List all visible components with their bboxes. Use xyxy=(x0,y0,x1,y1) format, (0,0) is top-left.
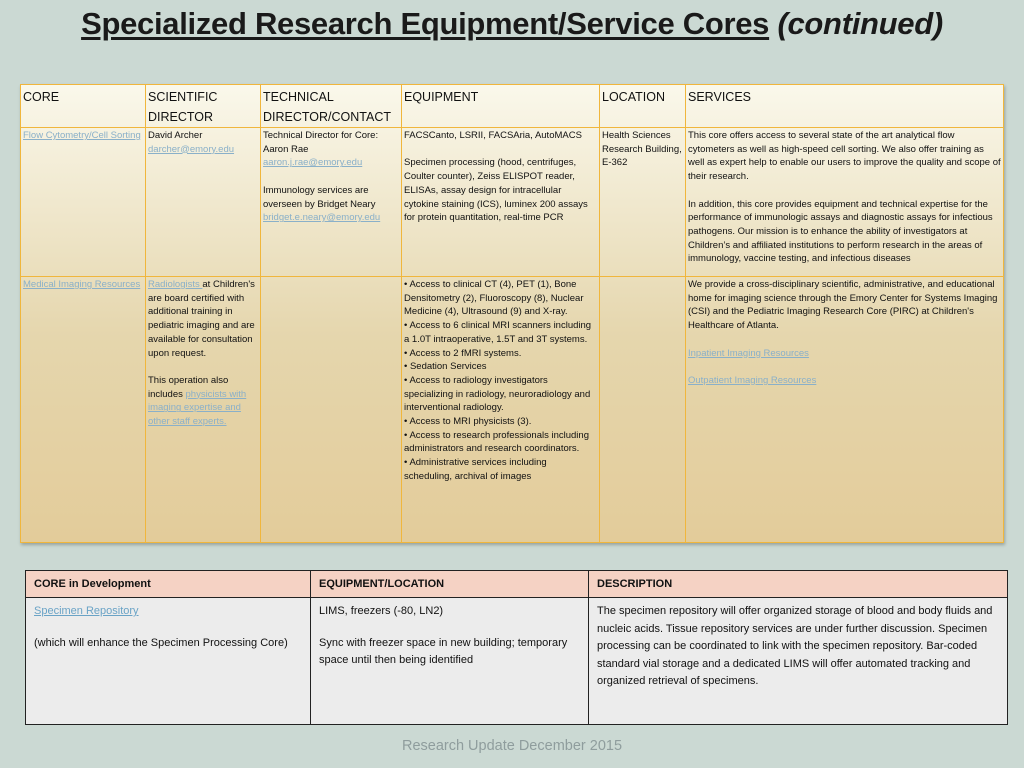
col-core: CORE xyxy=(21,85,146,128)
col-technical-director: TECHNICAL DIRECTOR/CONTACT xyxy=(261,85,402,128)
inpatient-imaging-link[interactable]: Inpatient Imaging Resources xyxy=(688,347,809,359)
equipment-dev-cell xyxy=(311,598,589,725)
tech-role: Technical Director for Core: xyxy=(263,130,379,141)
equipment-item: • Access to clinical CT (4), PET (1), Bone Densitometry (2), Fluoroscopy (8), Nuclear Medicine (4), Ultrasound (9) and X-ray. xyxy=(404,279,584,318)
services-cell xyxy=(686,128,1004,277)
col-scientific-director: SCIENTIFIC DIRECTOR xyxy=(146,85,261,128)
col-equipment-location: EQUIPMENT/LOCATION xyxy=(311,571,589,598)
services-text: In addition, this core provides equipment and technical expertise for the performance of immunologic assays and diagnostic assays for infectious pathogens. Our mission is to enhance the ability of investigators at Children’s and affiliated institutions to perform research in the areas of immunology, vaccine testing, and infectious diseases xyxy=(688,198,993,265)
col-equipment: EQUIPMENT xyxy=(402,85,600,128)
equipment-item: • Sedation Services xyxy=(404,361,487,373)
director-cell xyxy=(146,128,261,277)
director-cell xyxy=(146,277,261,543)
header-row xyxy=(26,571,1008,598)
physicists-link[interactable]: physicists with imaging expertise and other staff experts. xyxy=(148,388,247,428)
table-row xyxy=(21,277,1004,543)
col-services: SERVICES xyxy=(686,85,1004,128)
tech-cell xyxy=(261,277,402,543)
medical-imaging-link[interactable]: Medical Imaging Resources xyxy=(23,279,141,290)
equipment-text: FACSCanto, LSRII, FACSAria, AutoMACS xyxy=(404,130,582,141)
director-text-2: This operation also includes xyxy=(148,374,229,400)
equipment-item: • Administrative services including scheduling, archival of images xyxy=(404,457,547,482)
director-text: at Children's are board certified with additional training in pediatric imaging and are available for consultation upon request. xyxy=(148,279,255,359)
tech-note: Immunology services are overseen by Bridget Neary xyxy=(263,184,376,210)
location-cell xyxy=(600,277,686,543)
director-email-link[interactable]: darcher@emory.edu xyxy=(148,143,235,155)
title-main: Specialized Research Equipment/Service Cores xyxy=(81,6,770,41)
tech-note-email-link[interactable]: bridget.e.neary@emory.edu xyxy=(263,212,381,224)
core-dev-cell xyxy=(26,598,311,725)
tech-name: Aaron Rae xyxy=(263,143,309,155)
services-text: We provide a cross-disciplinary scientific, administrative, and educational home for imaging science through the Emory Center for Systems Imaging (CSI) and the Pediatric Imaging Research Core (PIRC) at Children's Healthcare of Atlanta. xyxy=(688,279,998,332)
title-continued: (continued) xyxy=(777,6,943,41)
core-cell xyxy=(21,277,146,543)
outpatient-imaging-link[interactable]: Outpatient Imaging Resources xyxy=(688,374,817,386)
director-name: David Archer xyxy=(148,130,203,141)
description-cell: The specimen repository will offer organized storage of blood and body fluids and nucleic acids. Tissue repository services are under further discussion. Specimen processing can be coordinated to link with the specimen repository. Bar-coded standard vial storage and a dedicated LIMS will offer automated tracking and organized retrieval of specimens. xyxy=(589,598,1008,725)
equipment-item: • Access to 2 fMRI systems. xyxy=(404,347,522,359)
development-table xyxy=(25,570,1008,725)
equipment-item: • Access to 6 clinical MRI scanners including a 1.0T intraoperative, 1.5T and 3T systems. xyxy=(404,320,592,345)
specimen-repository-link[interactable]: Specimen Repository xyxy=(34,605,139,617)
header-row xyxy=(21,85,1004,128)
services-cell xyxy=(686,277,1004,543)
col-description: DESCRIPTION xyxy=(589,571,1008,598)
equipment-cell xyxy=(402,128,600,277)
equipment-item: • Access to radiology investigators specializing in radiology, neuroradiology and interventional radiology. xyxy=(404,374,591,414)
equipment-dev-text: Sync with freezer space in new building; temporary space until then being identified xyxy=(319,636,568,666)
equipment-cell xyxy=(402,277,600,543)
cores-table xyxy=(20,84,1004,543)
table-row xyxy=(21,128,1004,277)
equipment-dev-text: LIMS, freezers (-80, LN2) xyxy=(319,605,444,617)
core-cell xyxy=(21,128,146,277)
equipment-item: • Access to MRI physicists (3). xyxy=(404,416,532,428)
page-title xyxy=(0,6,1024,42)
table-row xyxy=(26,598,1008,725)
tech-email-link[interactable]: aaron.j.rae@emory.edu xyxy=(263,157,363,169)
equipment-item: • Access to research professionals including administrators and research coordinators. xyxy=(404,429,589,455)
flow-cytometry-link[interactable]: Flow Cytometry/Cell Sorting xyxy=(23,130,141,141)
col-core-dev: CORE in Development xyxy=(26,571,311,598)
col-location: LOCATION xyxy=(600,85,686,128)
tech-cell xyxy=(261,128,402,277)
core-dev-note: (which will enhance the Specimen Processing Core) xyxy=(34,636,288,649)
services-text: This core offers access to several state of the art analytical flow cytometers as well as high-speed cell sorting. We also offer training as well as expert help to enable our users to improve the quality and scope of their research. xyxy=(688,130,1001,183)
radiologists-link[interactable]: Radiologists xyxy=(148,279,203,290)
location-cell: Health Sciences Research Building, E-362 xyxy=(600,128,686,277)
equipment-text: Specimen processing (hood, centrifuges, Coulter counter), Zeiss ELISPOT reader, ELISAs, assay design for intracellular cytokine staining (ICS), luminex 200 assays for protein quantitation, real-time PCR xyxy=(404,157,588,224)
footer: Research Update December 2015 xyxy=(401,738,623,754)
